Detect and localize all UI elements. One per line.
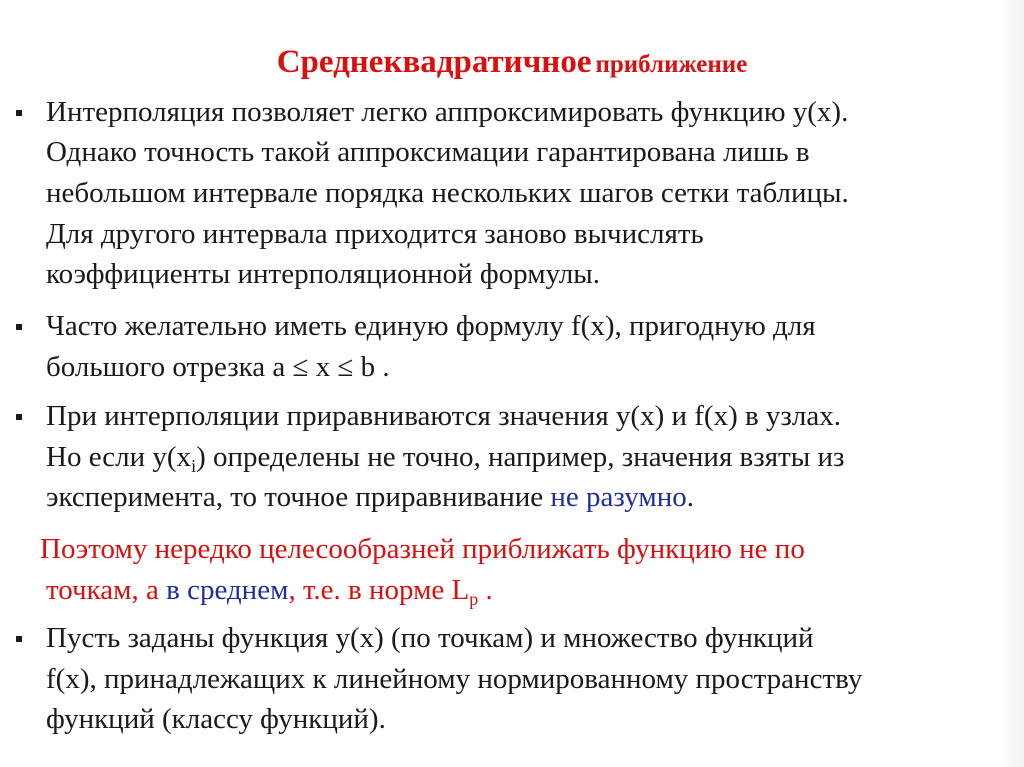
bullet-line: Однако точность такой аппроксимации гарантирована лишь в bbox=[46, 136, 810, 168]
bullet-line: большого отрезка a ≤ x ≤ b . bbox=[46, 351, 390, 383]
bullet-marker-icon bbox=[16, 414, 26, 424]
bullet-line: функций (классу функций). bbox=[46, 703, 386, 735]
note-line bbox=[46, 570, 493, 610]
title-main: Среднеквадратичное bbox=[276, 44, 592, 80]
text-run: Но если y(x bbox=[46, 441, 192, 473]
highlight-in-mean: в среднем bbox=[166, 574, 289, 606]
bullet-marker-icon bbox=[16, 110, 26, 120]
bullet-line: При интерполяции приравниваются значения y(x) и f(x) в узлах. bbox=[46, 400, 841, 432]
bullet-line: коэффициенты интерполяционной формулы. bbox=[46, 258, 601, 290]
text-run: ) определены не точно, например, значения взяты из bbox=[196, 441, 845, 473]
text-run: эксперимента, то точное приравнивание bbox=[46, 481, 551, 513]
bullet-marker-icon bbox=[16, 636, 26, 646]
bullet-line: Для другого интервала приходится заново вычислять bbox=[46, 218, 704, 250]
bullet-line bbox=[46, 477, 694, 517]
bullet-line: Интерполяция позволяет легко аппроксимировать функцию y(x). bbox=[46, 96, 849, 128]
text-run: точкам, а bbox=[46, 574, 167, 606]
text-run: . bbox=[478, 574, 493, 606]
bullet-line: небольшом интервале порядка нескольких шагов сетки таблицы. bbox=[46, 177, 849, 209]
bullet-line bbox=[46, 437, 844, 477]
subscript-p: p bbox=[469, 589, 479, 609]
highlight-not-reasonable: не разумно bbox=[550, 481, 687, 513]
bullet-marker-icon bbox=[16, 324, 26, 334]
bullet-line: f(x), принадлежащих к линейному нормированному пространству bbox=[46, 663, 863, 695]
text-run: . bbox=[686, 481, 694, 513]
title-sub: приближение bbox=[595, 51, 748, 78]
text-run: , т.е. в норме L bbox=[288, 574, 470, 606]
note-line: Поэтому нередко целесообразней приближать функцию не по bbox=[40, 533, 805, 565]
subscript-i: i bbox=[191, 456, 197, 476]
bullet-line: Часто желательно иметь единую формулу f(x), пригодную для bbox=[46, 310, 816, 342]
slide-title bbox=[0, 44, 1024, 81]
bullet-line: Пусть заданы функция y(x) (по точкам) и множество функций bbox=[46, 622, 814, 654]
